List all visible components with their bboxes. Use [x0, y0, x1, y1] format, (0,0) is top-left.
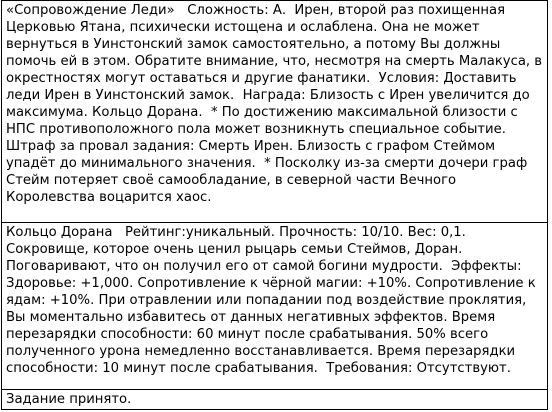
reward-item-description: Кольцо Дорана Рейтинг:уникальный. Прочность: 10/10. Вес: 0,1. Сокровище, которое очень ценил рыцарь семьи Стеймов, Доран. Поговаривают, что он получил его от самой богини мудрости. Эффекты: Здоровье: +1,000. Сопротивление к чёрной магии: +10%. Сопротивление к ядам: +10%. При отравлении или попадании под воздействие проклятия, Вы моментально избавитесь от данных негативных эффектов. Время перезарядки способности: 60 минут после срабатывания. 50% всего полученного урона немедленно восстанавливается. Время перезарядки способности: 10 минут после срабатывания. Требования: Отсутствуют. — [6, 225, 540, 376]
quest-description: «Сопровождение Леди» Сложность: А. Ирен, второй раз похищенная Церковью Ятана, психически истощена и ослаблена. Она не может вернуться в Уинстонский замок самостоятельно, а потому Вы должны помочь ей в этом. Обратите внимание, что, несмотря на смерть Малакуса, в окрестностях могут оставаться и другие фанатики. Условия: Доставить леди Ирен в Уинстонский замок. Награда: Близость с Ирен увеличится до максимума. Кольцо Дорана. * По достижению максимальной близости с НПС противоположного пола может возникнуть специальное событие. Штраф за провал задания: Смерть Ирен. Близость с графом Стеймом упадёт до минимального значения. * Посколку из-за смерти дочери граф Стейм потеряет своё самообладание, в северной части Вечного Королевства воцарится хаос. — [6, 3, 547, 205]
quest-status-message: Задание принято. — [6, 392, 132, 407]
quest-window — [1, 0, 548, 410]
